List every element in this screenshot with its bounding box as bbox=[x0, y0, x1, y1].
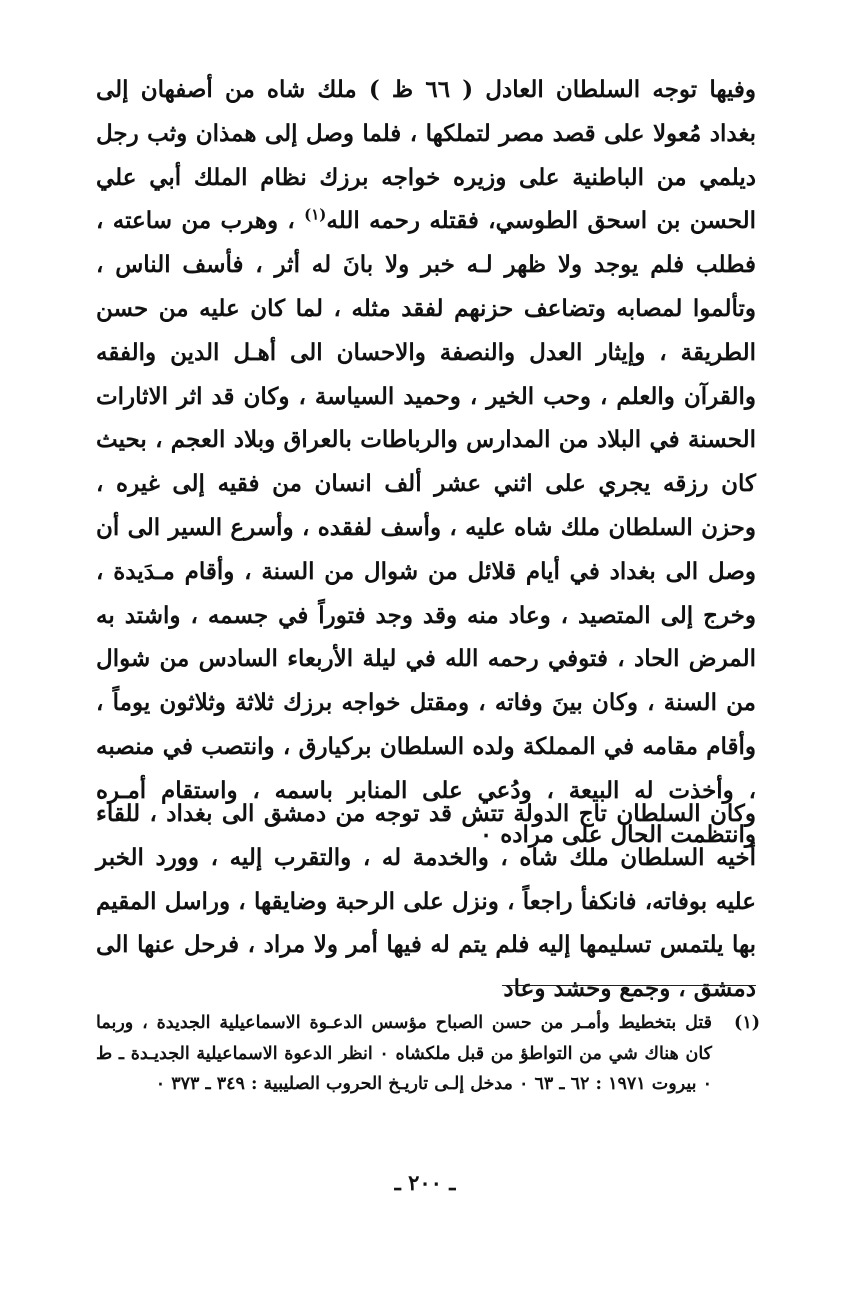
footnote-separator bbox=[502, 985, 756, 986]
paragraph-1-text-end: ، وهرب من ساعته ، فطلب فلم يوجد ولا ظهر لـه خبر ولا بانَ له أثر ، فأسف الناس ، وتألموا لمصابه وتضاعف حزنهم لفقد مثله ، لما كان عليه من حسن الطريقة ، وإيثار العدل والنصفة والاحسان الى أهـل الدين والفقه والقرآن والعلم ، وحب الخير ، وحميد السياسة ، وكان قد اثر الاثارات الحسنة في البلاد من المدارس والرباطات بالعراق وبلاد العجم ، بحيث كان رزقه يجري على اثني عشر ألف انسان من فقيه إلى غيره ، وحزن السلطان ملك شاه عليه ، وأسف لفقده ، وأسرع السير الى أن وصل الى بغداد في أيام قلائل من شوال من السنة ، وأقام مـدَيدة ، وخرج إلى المتصيد ، وعاد منه وقد وجد فتوراً في جسمه ، واشتد به المرض الحاد ، فتوفي رحمه الله في ليلة الأربعاء السادس من شوال من السنة ، وكان بينَ وفاته ، ومقتل خواجه برزك ثلاثة وثلاثون يوماً ، وأقام مقامه في المملكة ولده السلطان بركيارق ، وانتصب في منصبه ، وأخذت له البيعة ، ودُعي على المنابر باسمه ، واستقام أمـره وانتظمت الحال على مراده ٠ bbox=[96, 207, 756, 848]
footnote-text: قتل بتخطيط وأمـر من حسن الصباح مؤسس الدعـوة الاسماعيلية الجديدة ، وربما كان هناك شي من التواطؤ من قبل ملكشاه ٠ انظر الدعوة الاسماعيلية الجديـدة ـ ط ٠ بيروت ١٩٧١ : ٦٢ ـ ٦٣ ٠ مدخل إلـى تاريـخ الحروب الصليبية : ٣٤٩ ـ ٣٧٣ ٠ bbox=[96, 1013, 712, 1094]
body-paragraph-1 bbox=[96, 68, 756, 856]
footnote bbox=[96, 1008, 760, 1100]
body-paragraph-2 bbox=[96, 792, 756, 1011]
page-number: ـ ٢٠٠ ـ bbox=[394, 1170, 456, 1195]
footnote-number: (١) bbox=[734, 1013, 760, 1033]
footnote-reference-marker: (١) bbox=[304, 205, 327, 224]
paragraph-1-text-start: وفيها توجه السلطان العادل ( ٦٦ ظ ) ملك شاه من أصفهان إلى بغداد مُعولا على قصد مصر لتملكها ، فلما وصل إلى همذان وثب رجل ديلمي من الباطنية على وزيره خواجه برزك نظام الملك أبي علي الحسن بن اسحق الطوسي، فقتله رحمه الله bbox=[96, 76, 757, 235]
paragraph-2-text: وكان السلطان تاج الدولة تتش قد توجه من دمشق الى بغداد ، للقاء أخيه السلطان ملك شاه ، والخدمة له ، والتقرب إليه ، وورد الخبر عليه بوفاته، فانكفأ راجعاً ، ونزل على الرحبة وضايقها ، وراسل المقيم بها يلتمس تسليمها إليه فلم يتم له فيها أمر ولا مراد ، فرحل عنها الى دمشق ، وجمع وحشد وعاد bbox=[96, 800, 756, 1003]
